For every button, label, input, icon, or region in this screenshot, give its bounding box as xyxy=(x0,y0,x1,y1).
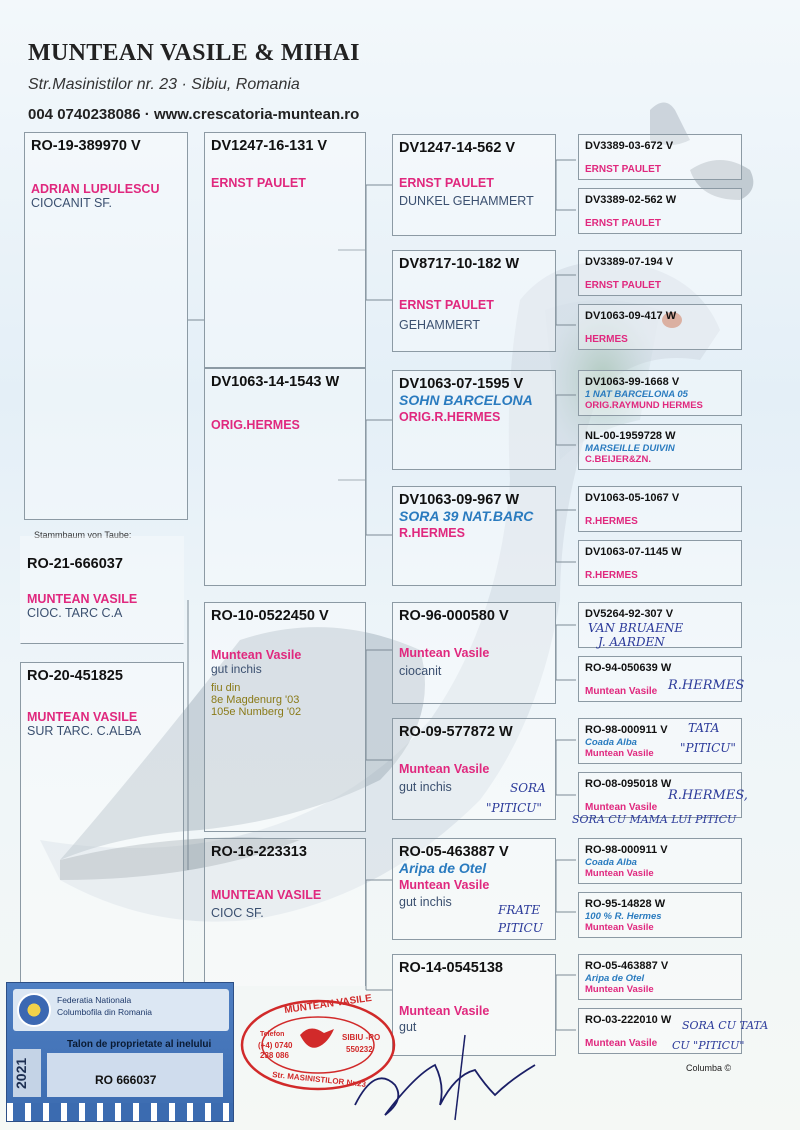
ring-ownership-card xyxy=(6,982,234,1122)
handwritten-note: SORA CU MAMA LUI PITICU xyxy=(572,813,737,826)
breeder-name: ERNST PAULET xyxy=(585,164,661,175)
breeder-name: ERNST PAULET xyxy=(399,298,494,312)
color-description: gut inchis xyxy=(399,895,452,909)
handwritten-note: SORA xyxy=(510,781,546,795)
color-description: ciocanit xyxy=(399,664,442,678)
breeder-name: ERNST PAULET xyxy=(585,280,661,291)
stamp-phone: 238 086 xyxy=(260,1051,289,1060)
great-grandparent-card[interactable] xyxy=(578,954,742,1000)
breeder-name: Muntean Vasile xyxy=(585,1038,658,1049)
ring-number: DV5264-92-307 V xyxy=(585,608,674,620)
breeder-address: Str.Masinistilor nr. 23 · Sibiu, Romania xyxy=(28,76,300,93)
grandparent-card[interactable] xyxy=(392,134,556,236)
color-description: SUR TARC. C.ALBA xyxy=(27,724,142,738)
ring-number: RO-05-463887 V xyxy=(399,844,509,860)
breeder-name: R.HERMES xyxy=(585,570,638,581)
breeder-name: ORIG.HERMES xyxy=(211,418,300,432)
ring-number: RO-19-389970 V xyxy=(31,138,141,154)
great-grandparent-card[interactable] xyxy=(578,424,742,470)
breeder-name: C.BEIJER&ZN. xyxy=(585,454,651,465)
grandparent-card[interactable] xyxy=(392,486,556,586)
breeder-name: Muntean Vasile xyxy=(399,1004,490,1018)
pigeon-title: Coada Alba xyxy=(585,737,637,748)
federation-logo-icon xyxy=(17,993,51,1027)
federation-name: Columbofila din Romania xyxy=(57,1007,152,1017)
ring-number: RO-14-0545138 xyxy=(399,960,503,976)
ring-number: RO-21-666037 xyxy=(27,556,123,572)
note: fiu din xyxy=(211,682,241,694)
stamp-name: MUNTEAN VASILE xyxy=(283,992,373,1017)
great-grandparent-card[interactable] xyxy=(578,838,742,884)
ring-number: RO-20-451825 xyxy=(27,668,123,684)
stamp-city: SIBIU -RO xyxy=(342,1033,381,1042)
breeder-name: MUNTEAN VASILE xyxy=(211,888,322,902)
ring-number: DV1063-14-1543 W xyxy=(211,374,340,390)
parent-card[interactable] xyxy=(204,838,366,986)
ring-number: RO-10-0522450 V xyxy=(211,608,329,624)
pigeon-title: MARSEILLE DUIVIN xyxy=(585,443,675,454)
color-description: CIOC SF. xyxy=(211,906,264,920)
great-grandparent-card[interactable] xyxy=(578,892,742,938)
breeder-name: R.HERMES xyxy=(399,526,465,540)
dam-card[interactable] xyxy=(20,662,184,982)
stamp-label: Telefon xyxy=(260,1031,285,1038)
ring-number: DV1063-05-1067 V xyxy=(585,492,680,504)
great-grandparent-card[interactable] xyxy=(578,304,742,350)
breeder-name: MUNTEAN VASILE xyxy=(27,592,138,606)
breeder-name: Muntean Vasile xyxy=(585,922,654,933)
handwritten-note: FRATE xyxy=(498,903,541,917)
handwritten-note: PITICU xyxy=(498,921,543,935)
grandparent-card[interactable] xyxy=(392,370,556,470)
pigeon-title: Aripa de Otel xyxy=(585,973,645,984)
ring-number: RO-95-14828 W xyxy=(585,898,666,910)
breeder-name: ADRIAN LUPULESCU xyxy=(31,182,160,196)
color-description: DUNKEL GEHAMMERT xyxy=(399,194,534,208)
ring-number: NL-00-1959728 W xyxy=(585,430,676,442)
ring-number: RO-03-222010 W xyxy=(585,1014,672,1026)
stamp-address: Str. MASINISTILOR Nr.23 xyxy=(271,1070,367,1089)
note: 105e Numberg '02 xyxy=(211,706,302,718)
breeder-name: ORIG.R.HERMES xyxy=(399,410,501,424)
ring-number: DV1247-14-562 V xyxy=(399,140,516,156)
breeder-name: ERNST PAULET xyxy=(211,176,306,190)
ring-number: DV3389-03-672 V xyxy=(585,140,674,152)
breeder-name: Muntean Vasile xyxy=(399,878,490,892)
great-grandparent-card[interactable] xyxy=(578,540,742,586)
handwritten-note: CU "PITICU" xyxy=(672,1039,745,1052)
federation-name: Federatia Nationala xyxy=(57,995,132,1005)
color-description: CIOCANIT SF. xyxy=(31,196,113,210)
pigeon-title: Coada Alba xyxy=(585,857,637,868)
ring-number: RO-98-000911 V xyxy=(585,844,668,856)
pigeon-title: Aripa de Otel xyxy=(399,860,487,876)
handwritten-note: SORA CU TATA xyxy=(682,1019,769,1032)
color-description: CIOC. TARC C.A xyxy=(27,606,123,620)
pigeon-title: 1 NAT BARCELONA 05 xyxy=(585,389,688,400)
handwritten-note: R.HERMES, xyxy=(668,788,748,803)
breeder-name: Muntean Vasile xyxy=(585,686,658,697)
breeder-name: MUNTEAN VASILE xyxy=(27,710,138,724)
breeder-name: Muntean Vasile xyxy=(399,646,490,660)
ring-number: DV3389-02-562 W xyxy=(585,194,677,206)
great-grandparent-card[interactable] xyxy=(578,188,742,234)
parent-card[interactable] xyxy=(204,602,366,832)
signature xyxy=(345,1025,545,1125)
grandparent-card[interactable] xyxy=(392,602,556,704)
breeder-name: Muntean Vasile xyxy=(585,802,658,813)
ring-number: DV1063-99-1668 V xyxy=(585,376,680,388)
pigeon-title: SORA 39 NAT.BARC xyxy=(399,508,534,524)
handwritten-note: "PITICU" xyxy=(680,741,736,755)
dam-subject-card[interactable] xyxy=(20,536,184,644)
handwritten-note: J. AARDEN xyxy=(598,635,665,649)
breeder-name: Muntean Vasile xyxy=(585,984,654,995)
card-pattern-strip xyxy=(7,1103,234,1122)
handwritten-note: "PITICU" xyxy=(486,801,542,815)
pigeon-title: SOHN BARCELONA xyxy=(399,392,533,408)
breeder-name: Muntean Vasile xyxy=(585,748,654,759)
breeder-title: MUNTEAN VASILE & MIHAI xyxy=(28,40,360,66)
color-description: gut inchis xyxy=(211,662,262,676)
ring-number: DV1063-07-1595 V xyxy=(399,376,524,392)
great-grandparent-card[interactable] xyxy=(578,486,742,532)
ring-number: DV1063-09-967 W xyxy=(399,492,520,508)
stammbaum-label: Stammbaum von Taube: xyxy=(34,530,132,540)
ring-number: DV8717-10-182 W xyxy=(399,256,520,272)
color-description: gut xyxy=(399,1020,417,1034)
grandparent-card[interactable] xyxy=(392,250,556,352)
breeder-name: ORIG.RAYMUND HERMES xyxy=(585,400,703,411)
ring-number: DV3389-07-194 V xyxy=(585,256,674,268)
ring-number: RO-16-223313 xyxy=(211,844,307,860)
great-grandparent-card[interactable] xyxy=(578,134,742,180)
breeder-name: Muntean Vasile xyxy=(399,762,490,776)
breeder-name: R.HERMES xyxy=(585,516,638,527)
ring-number: DV1063-09-417 W xyxy=(585,310,677,322)
color-description: gut inchis xyxy=(399,780,452,794)
pigeon-title: 100 % R. Hermes xyxy=(585,911,662,922)
breeder-name: ERNST PAULET xyxy=(399,176,494,190)
note: 8e Magdenurg '03 xyxy=(211,694,300,706)
columba-credit: Columba © xyxy=(686,1063,732,1073)
ring-number: RO-96-000580 V xyxy=(399,608,509,624)
card-title: Talon de proprietate al inelului xyxy=(67,1039,212,1050)
ring-number: DV1063-07-1145 W xyxy=(585,546,682,558)
ring-number: RO-98-000911 V xyxy=(585,724,668,736)
breeder-name: Muntean Vasile xyxy=(585,868,654,879)
color-description: GEHAMMERT xyxy=(399,318,481,332)
ring-number: RO-05-463887 V xyxy=(585,960,669,972)
ring-number: RO-94-050639 W xyxy=(585,662,672,674)
breeder-name: Muntean Vasile xyxy=(211,648,302,662)
parent-card[interactable] xyxy=(204,368,366,586)
card-year: 2021 xyxy=(13,1049,41,1097)
subject-card[interactable] xyxy=(24,132,188,520)
breeder-name: ERNST PAULET xyxy=(585,218,661,229)
ring-number: RO-09-577872 W xyxy=(399,724,513,740)
card-ring-number: RO 666037 xyxy=(95,1073,157,1087)
breeder-name: HERMES xyxy=(585,334,628,345)
handwritten-note: R.HERMES xyxy=(668,678,745,693)
stamp-code: 550232 xyxy=(346,1045,373,1054)
dove-icon xyxy=(300,1028,334,1047)
handwritten-note: TATA xyxy=(688,721,720,735)
great-grandparent-card[interactable] xyxy=(578,370,742,416)
stamp-phone: (+4) 0740 xyxy=(258,1041,293,1050)
great-grandparent-card[interactable] xyxy=(578,250,742,296)
ring-number: DV1247-16-131 V xyxy=(211,138,328,154)
parent-card[interactable] xyxy=(204,132,366,368)
ring-number: RO-08-095018 W xyxy=(585,778,672,790)
breeder-contact: 004 0740238086 · www.crescatoria-muntean.ro xyxy=(28,106,360,123)
handwritten-note: VAN BRUAENE xyxy=(588,621,684,635)
